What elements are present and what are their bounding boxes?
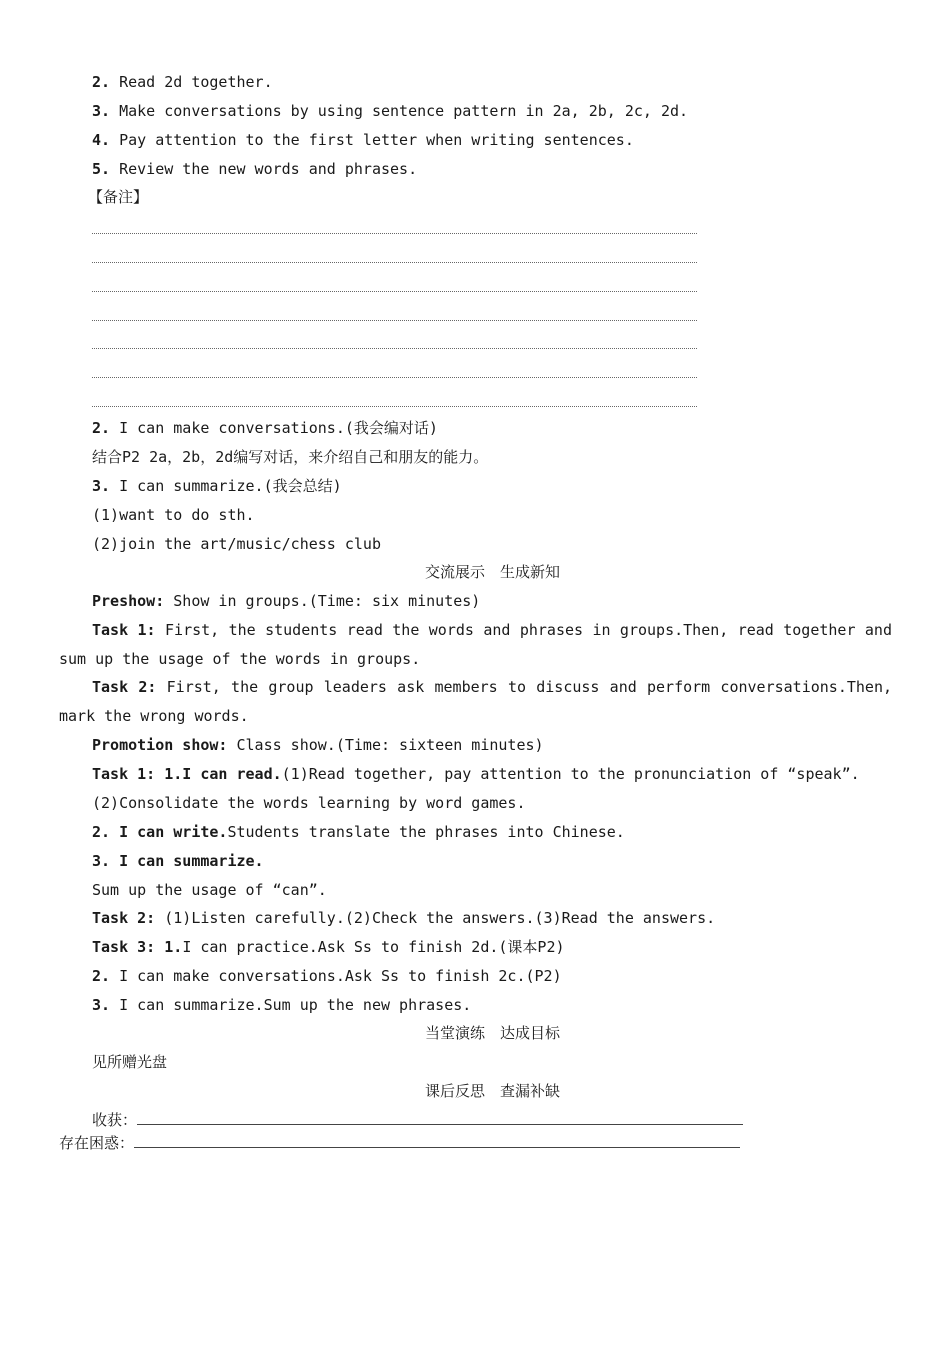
can-3	[92, 476, 342, 496]
promotion-task-1-line-2: (2)Consolidate the words learning by word games.	[92, 794, 526, 812]
note-line	[92, 348, 697, 349]
confusion-row	[59, 1133, 740, 1153]
promotion-text: Class show.(Time: sixteen minutes)	[227, 736, 544, 754]
step-4-num: 4.	[92, 131, 111, 149]
step-5-num: 5.	[92, 160, 111, 178]
task-3-l3-text: I can summarize.Sum up the new phrases.	[110, 996, 472, 1014]
step-2-text: Read 2d together.	[110, 73, 273, 91]
summarize-text: Sum up the usage of “can”.	[92, 881, 327, 899]
step-2-num: 2.	[92, 73, 111, 91]
preshow	[92, 591, 480, 611]
section-title-exchange: 交流展示 生成新知	[424, 563, 560, 581]
gain-label: 收获：	[92, 1111, 138, 1129]
task-1-label: Task 1:	[92, 621, 156, 639]
promotion-task-1-label: Task 1: 1.I can read.	[92, 765, 282, 783]
can-2-num: 2.	[92, 419, 111, 437]
promotion-task-1-text: (1)Read together, pay attention to the pronunciation of “speak”.	[281, 765, 860, 783]
step-5-text: Review the new words and phrases.	[110, 160, 418, 178]
write-text: Students translate the phrases into Chinese.	[227, 823, 625, 841]
note-line	[92, 406, 697, 407]
summarize-label: 3. I can summarize.	[92, 852, 264, 870]
gain-underline	[137, 1112, 743, 1125]
note-line	[92, 233, 697, 234]
task-3-l2-num: 2.	[92, 967, 111, 985]
step-3-text: Make conversations by using sentence pattern in 2a, 2b, 2c, 2d.	[110, 102, 689, 120]
preshow-text: Show in groups.(Time: six minutes)	[164, 592, 481, 610]
task-2-text: First, the group leaders ask members to discuss and perform conversations.Then, mark the wrong words.	[59, 678, 893, 725]
step-2	[92, 72, 273, 92]
can-3-item-2: (2)join the art/music/chess club	[92, 535, 381, 553]
can-2-text: I can make conversations.(我会编对话)	[110, 419, 438, 437]
preshow-label: Preshow:	[92, 592, 165, 610]
promotion-show	[92, 735, 544, 755]
note-line	[92, 377, 697, 378]
write-label: 2. I can write.	[92, 823, 228, 841]
note-line	[92, 320, 697, 321]
promotion-task-2-label: Task 2:	[92, 909, 156, 927]
task-2-label: Task 2:	[92, 678, 157, 696]
promotion-task-2	[92, 908, 715, 928]
notes-label: 【备注】	[88, 188, 149, 206]
confusion-underline	[134, 1135, 740, 1148]
promotion-task-3-text: I can practice.Ask Ss to finish 2d.(课本P2)	[182, 938, 565, 956]
promotion-task-2-text: (1)Listen carefully.(2)Check the answers.(3)Read the answers.	[155, 909, 716, 927]
confusion-label: 存在困惑：	[59, 1134, 135, 1152]
can-3-item-1: (1)want to do sth.	[92, 506, 255, 524]
section-title-reflection: 课后反思 查漏补缺	[424, 1082, 560, 1100]
step-5	[92, 159, 417, 179]
task-3-l2-text: I can make conversations.Ask Ss to finish 2c.(P2)	[110, 967, 562, 985]
promotion-task-3-label: Task 3: 1.	[92, 938, 183, 956]
note-line	[92, 291, 697, 292]
step-3	[92, 101, 688, 121]
step-4-text: Pay attention to the first letter when writing sentences.	[110, 131, 634, 149]
practice-text: 见所赠光盘	[92, 1053, 168, 1071]
can-3-num: 3.	[92, 477, 111, 495]
promotion-task-3-line-3	[92, 995, 471, 1015]
task-2	[59, 673, 892, 731]
section-title-practice: 当堂演练 达成目标	[424, 1024, 560, 1042]
task-1	[59, 616, 892, 674]
task-3-l3-num: 3.	[92, 996, 111, 1014]
promotion-label: Promotion show:	[92, 736, 228, 754]
can-3-text: I can summarize.(我会总结)	[110, 477, 342, 495]
task-1-text: First, the students read the words and phrases in groups.Then, read together and sum up the usage of the words in groups.	[59, 621, 892, 668]
promotion-task-3	[92, 937, 565, 957]
can-2	[92, 418, 438, 438]
promotion-task-1-write	[92, 822, 625, 842]
step-4	[92, 130, 634, 150]
promotion-task-1-summarize	[92, 851, 264, 871]
note-line	[92, 262, 697, 263]
promotion-task-1	[92, 764, 860, 784]
step-3-num: 3.	[92, 102, 111, 120]
gain-row	[92, 1110, 743, 1130]
can-2-detail: 结合P2 2a，2b，2d编写对话，来介绍自己和朋友的能力。	[92, 448, 489, 466]
promotion-task-3-line-2	[92, 966, 562, 986]
